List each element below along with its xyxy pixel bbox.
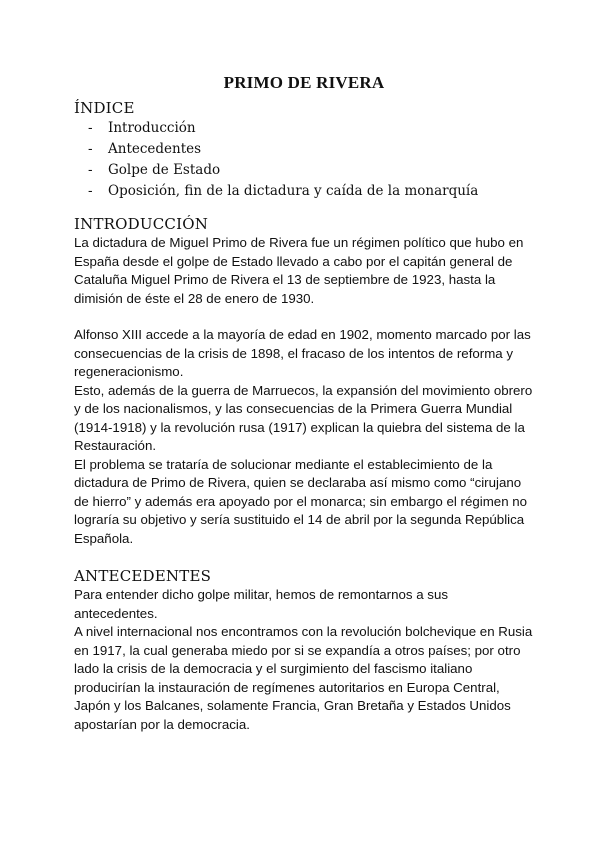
antecedentes-paragraph-1: Para entender dicho golpe militar, hemos de remontarnos a sus antecedentes.	[74, 587, 449, 621]
index-item-antecedentes: - Antecedentes	[88, 141, 202, 157]
index-list	[74, 118, 534, 202]
index-item-introduccion: - Introducción	[88, 120, 196, 136]
introduccion-paragraph-2: Alfonso XIII accede a la mayoría de edad en 1902, momento marcado por las consecuencias de la crisis de 1898, el fracaso de los intentos de reforma y regeneracionismo.	[74, 327, 531, 379]
introduccion-paragraph-3: Esto, además de la guerra de Marruecos, la expansión del movimiento obrero y de los nacionalismos, y las consecuencias de la Primera Guerra Mundial (1914-1918) y la revolución rusa (1917) explican la quiebra del sistema de la Restauración.	[74, 382, 533, 453]
index-item-golpe-de-estado: - Golpe de Estado	[88, 162, 221, 178]
antecedentes-paragraph-2: A nivel internacional nos encontramos con la revolución bolchevique en Rusia en 1917, la cual generaba miedo por si se expandía a otros países; por otro lado la crisis de la democracia y el surgimiento del fascismo italiano producirían la instauración de regímenes autoritarios en Europa Central, Japón y los Balcanes, solamente Francia, Gran Bretaña y Estados Unidos apostarían por la democracia.	[74, 624, 533, 732]
introduccion-paragraph-4: El problema se trataría de solucionar mediante el establecimiento de la dictadura de Primo de Rivera, quien se declaraba así mismo como “cirujano de hierro” y además era apoyado por el monarca; sin embargo el régimen no lograría su objetivo y sería sustituido el 14 de abril por la segunda República Española.	[74, 456, 528, 546]
antecedentes-heading: ANTECEDENTES	[74, 567, 212, 585]
introduccion-paragraph-1: La dictadura de Miguel Primo de Rivera fue un régimen político que hubo en España desde el golpe de Estado llevado a cabo por el capitán general de Cataluña Miguel Primo de Rivera el 13 de septiembre de 1923, hasta la dimisión de éste el 28 de enero de 1930.	[74, 235, 524, 306]
paragraph-gap	[74, 308, 534, 326]
document-page	[74, 72, 534, 734]
index-item-label: Antecedentes	[108, 141, 202, 157]
index-item-label: Golpe de Estado	[108, 162, 221, 178]
index-item-oposicion: - Oposición, fin de la dictadura y caída de la monarquía	[88, 183, 479, 199]
section-gap	[74, 548, 534, 566]
index-item-label: Introducción	[108, 120, 196, 136]
introduccion-heading: INTRODUCCIÓN	[74, 215, 209, 233]
index-heading: ÍNDICE	[74, 99, 135, 117]
index-item-label: Oposición, fin de la dictadura y caída de la monarquía	[108, 183, 479, 199]
document-title: PRIMO DE RIVERA	[223, 73, 385, 92]
